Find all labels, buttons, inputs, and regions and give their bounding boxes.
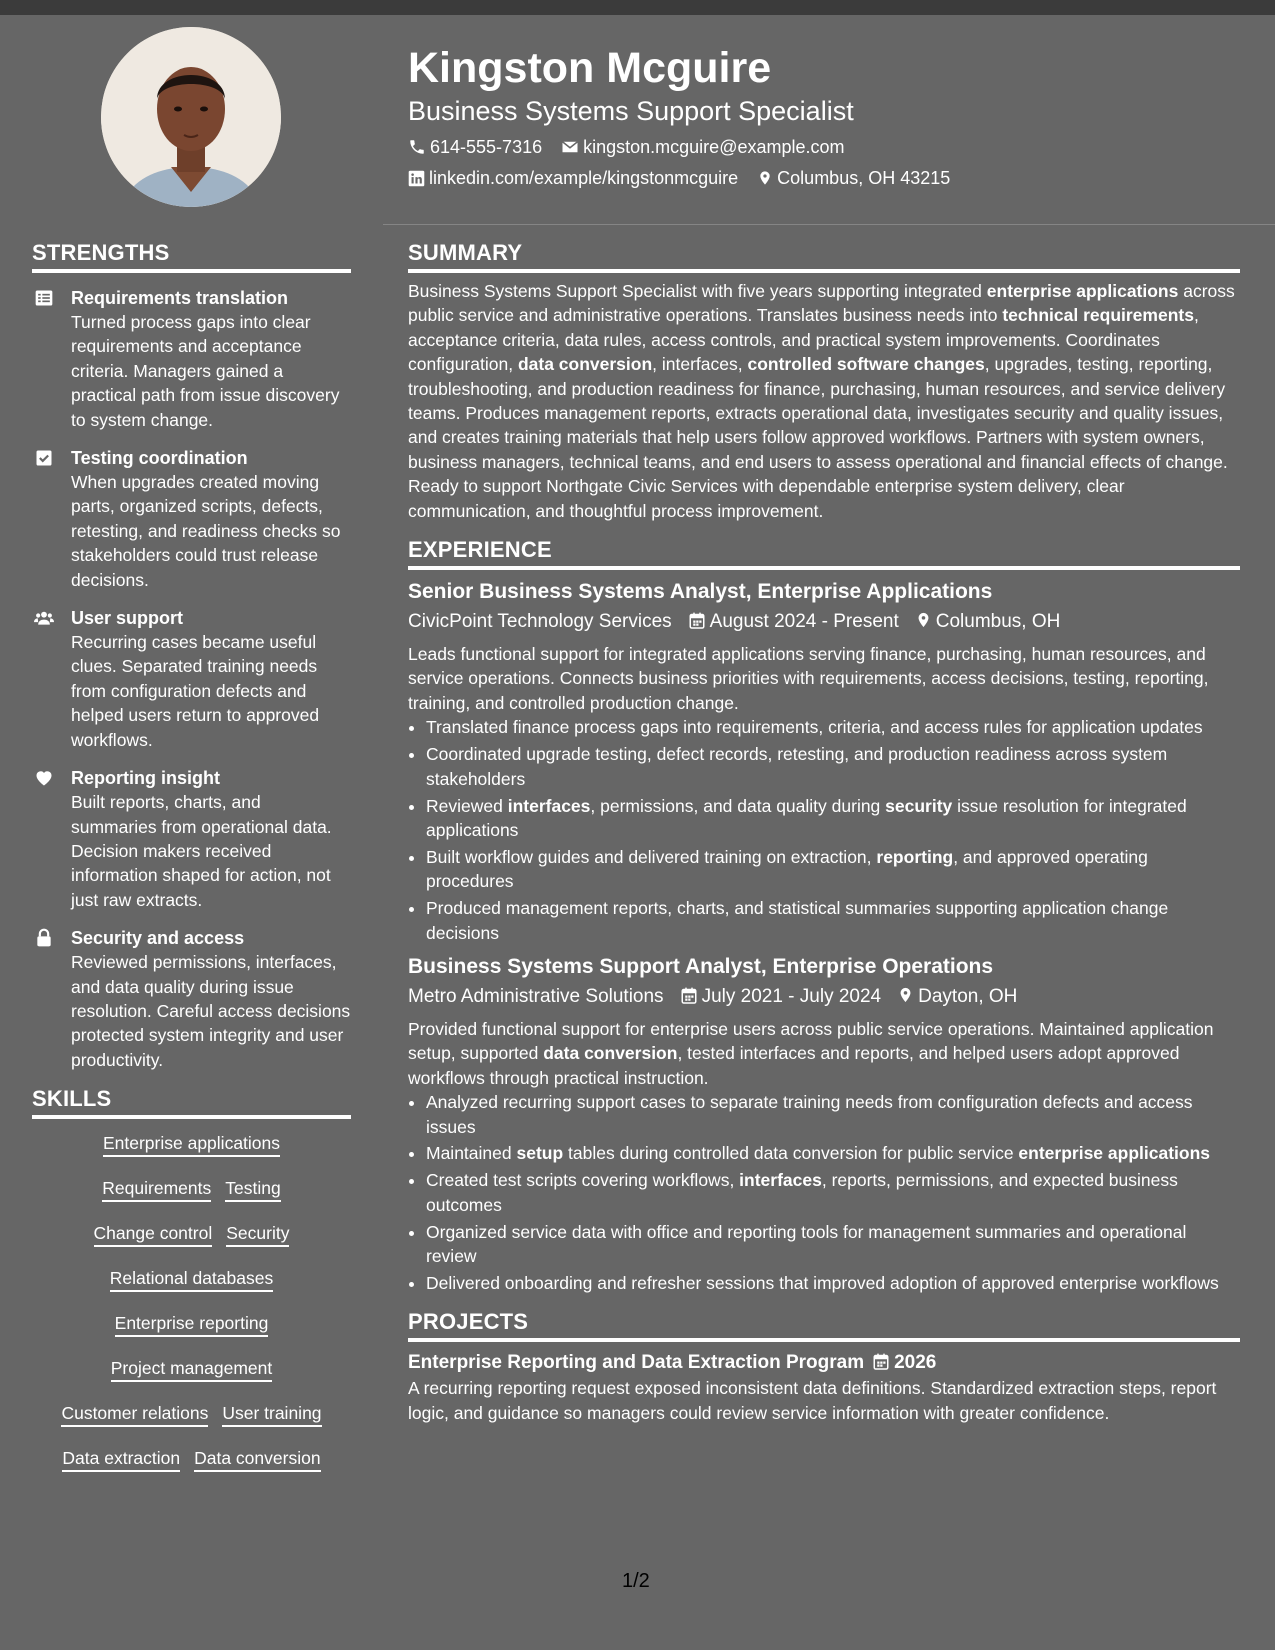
job-dates-text: July 2021 - July 2024 — [701, 985, 882, 1007]
project-year-text: 2026 — [894, 1352, 937, 1374]
projects-list — [408, 1350, 1240, 1425]
contact-row-1 — [408, 135, 1228, 159]
job-bullets — [408, 1090, 1240, 1295]
phone-contact — [408, 135, 542, 159]
strength-title: Security and access — [71, 928, 245, 949]
skill-tag: Enterprise applications — [103, 1132, 280, 1157]
skill-tag: Testing — [225, 1177, 280, 1202]
projects-heading: PROJECTS — [408, 1309, 1240, 1342]
candidate-title: Business Systems Support Specialist — [408, 96, 854, 126]
project-title: Enterprise Reporting and Data Extraction Program — [408, 1352, 865, 1374]
experience-list — [408, 578, 1240, 1295]
job-dates — [680, 984, 882, 1010]
strength-desc: Turned process gaps into clear requirements and acceptance criteria. Managers gained a practical path from issue discovery to system change. — [71, 312, 340, 430]
job-location-text: Columbus, OH — [935, 611, 1061, 633]
left-column — [32, 240, 351, 1492]
skill-tag: Project management — [111, 1357, 272, 1382]
skill-tag: Data conversion — [194, 1447, 320, 1472]
job-title: Senior Business Systems Analyst, Enterprise Applications — [408, 580, 993, 604]
users-icon — [34, 608, 54, 628]
page-number: 1/2 — [622, 1570, 650, 1592]
skill-tag: Security — [226, 1222, 289, 1247]
strength-desc: Built reports, charts, and summaries from operational data. Decision makers received information shaped for action, not just raw extracts. — [71, 792, 332, 910]
skill-row — [32, 1132, 351, 1177]
skill-tag: Requirements — [102, 1177, 211, 1202]
skill-tag: Change control — [94, 1222, 213, 1247]
email-contact[interactable] — [561, 135, 844, 159]
job-bullet: • Delivered onboarding and refresher sessions that improved adoption of approved enterprise workflows — [426, 1271, 1240, 1295]
strength-item — [32, 606, 351, 752]
location-text: Columbus, OH 43215 — [777, 168, 951, 188]
skill-tag: Enterprise reporting — [115, 1312, 269, 1337]
skill-tag: Data extraction — [62, 1447, 180, 1472]
job-dates — [688, 609, 899, 635]
skill-tag: User training — [222, 1402, 321, 1427]
job-meta — [408, 984, 1240, 1010]
heart-icon — [34, 768, 54, 788]
calendar-icon — [872, 1352, 890, 1371]
strength-desc: When upgrades created moving parts, organized scripts, defects, retesting, and readiness checks so stakeholders could trust release decisions. — [71, 472, 341, 590]
map-pin-icon — [897, 985, 914, 1005]
job-company: Metro Administrative Solutions — [408, 985, 664, 1007]
project-year — [872, 1352, 936, 1373]
resume-header — [408, 40, 1228, 190]
map-pin-icon — [915, 610, 932, 630]
job-bullet: • Translated finance process gaps into requirements, criteria, and access rules for application updates — [426, 715, 1240, 739]
skills-heading: SKILLS — [32, 1086, 351, 1119]
calendar-icon — [680, 986, 698, 1005]
skill-row — [32, 1312, 351, 1357]
job-meta — [408, 609, 1240, 635]
job-bullets — [408, 715, 1240, 945]
skills-list — [32, 1132, 351, 1492]
top-bar — [0, 0, 1275, 15]
job-bullet: • Coordinated upgrade testing, defect records, retesting, and production readiness across system stakeholders — [426, 742, 1240, 791]
strength-desc: Reviewed permissions, interfaces, and data quality during issue resolution. Careful access decisions protected system integrity and user productivity. — [71, 952, 351, 1070]
job-bullet: • Organized service data with office and reporting tools for management summaries and operational review — [426, 1220, 1240, 1269]
strength-title: Reporting insight — [71, 768, 220, 789]
job-dates-text: August 2024 - Present — [709, 611, 899, 633]
project-entry — [408, 1350, 1240, 1425]
job-bullet: • Maintained setup tables during controlled data conversion for public service enterprise applications — [426, 1141, 1240, 1165]
skill-row — [32, 1402, 351, 1447]
job-description: Leads functional support for integrated applications serving finance, purchasing, human resources, and service operations. Connects business priorities with requirements, access decisions, testing, reporting, training, and controlled production change. — [408, 644, 1209, 713]
contact-row-2 — [408, 166, 1228, 190]
linkedin-contact[interactable] — [408, 166, 738, 190]
phone-icon — [408, 138, 426, 156]
job-company: CivicPoint Technology Services — [408, 611, 672, 633]
summary-heading: SUMMARY — [408, 240, 1240, 273]
location-contact — [757, 166, 950, 190]
profile-photo — [101, 27, 281, 207]
skill-row — [32, 1177, 351, 1222]
candidate-name: Kingston Mcguire — [408, 44, 772, 92]
job-location — [915, 609, 1061, 635]
lock-icon — [34, 928, 54, 948]
skill-row — [32, 1447, 351, 1492]
job-description: Provided functional support for enterprise users across public service operations. Maintained application setup, supported data conversion, tested interfaces and reports, and helped users adopt approved workflows through practical instruction. — [408, 1018, 1214, 1088]
strengths-list — [32, 286, 351, 1072]
skill-tag: Customer relations — [61, 1402, 208, 1427]
envelope-icon — [561, 138, 579, 156]
project-header — [408, 1350, 1240, 1376]
skill-row — [32, 1222, 351, 1267]
strength-title: Testing coordination — [71, 448, 248, 469]
calendar-icon — [688, 611, 706, 630]
job-location — [897, 984, 1017, 1010]
job-title: Business Systems Support Analyst, Enterprise Operations — [408, 954, 994, 978]
job-location-text: Dayton, OH — [918, 985, 1018, 1007]
checkbox-icon — [34, 448, 54, 468]
job-bullet: • Created test scripts covering workflows, interfaces, reports, permissions, and expected business outcomes — [426, 1168, 1240, 1217]
linkedin-text: linkedin.com/example/kingstonmcguire — [429, 168, 739, 188]
skill-tag: Relational databases — [110, 1267, 273, 1292]
project-description: A recurring reporting request exposed inconsistent data definitions. Standardized extraction steps, report logic, and guidance so managers could review service information with greater confidence. — [408, 1378, 1217, 1423]
phone-text: 614-555-7316 — [430, 137, 543, 157]
email-text: kingston.mcguire@example.com — [583, 137, 845, 157]
strength-item — [32, 766, 351, 912]
skill-row — [32, 1267, 351, 1312]
map-pin-icon — [757, 169, 773, 187]
strength-desc: Recurring cases became useful clues. Separated training needs from configuration defects and helped users return to approved workflows. — [71, 632, 320, 750]
job-bullet: • Built workflow guides and delivered training on extraction, reporting, and approved operating procedures — [426, 845, 1240, 894]
header-divider — [383, 224, 1275, 225]
strength-item — [32, 286, 351, 432]
right-column — [408, 240, 1240, 1425]
strength-item — [32, 446, 351, 592]
job-bullet: • Produced management reports, charts, and statistical summaries supporting application change decisions — [426, 896, 1240, 945]
linkedin-icon — [408, 170, 425, 187]
experience-heading: EXPERIENCE — [408, 537, 1240, 570]
summary-text: Business Systems Support Specialist with five years supporting integrated enterprise applications across public service and administrative operations. Translates business needs into technical requirements, acceptance criteria, data rules, access controls, and practical system improvements. Coordinates configuration, data conversion, interfaces, controlled software changes, upgrades, testing, reporting, troubleshooting, and production readiness for finance, purchasing, human resources, and service delivery teams. Produces management reports, extracts operational data, investigates security and quality issues, and creates training materials that help users follow approved workflows. Partners with system owners, business managers, technical teams, and end users to assess operational and financial effects of change. Ready to support Northgate Civic Services with dependable enterprise system delivery, clear communication, and thoughtful process improvement. — [408, 281, 1235, 521]
strengths-heading: STRENGTHS — [32, 240, 351, 273]
strength-title: User support — [71, 608, 184, 629]
strength-title: Requirements translation — [71, 288, 289, 308]
job-entry — [408, 578, 1240, 945]
strength-item — [32, 926, 351, 1072]
skill-row — [32, 1357, 351, 1402]
list-icon — [34, 288, 54, 308]
job-bullet: • Reviewed interfaces, permissions, and data quality during security issue resolution for integrated applications — [426, 794, 1240, 843]
job-entry — [408, 953, 1240, 1295]
job-bullet: • Analyzed recurring support cases to separate training needs from configuration defects and access issues — [426, 1090, 1240, 1139]
